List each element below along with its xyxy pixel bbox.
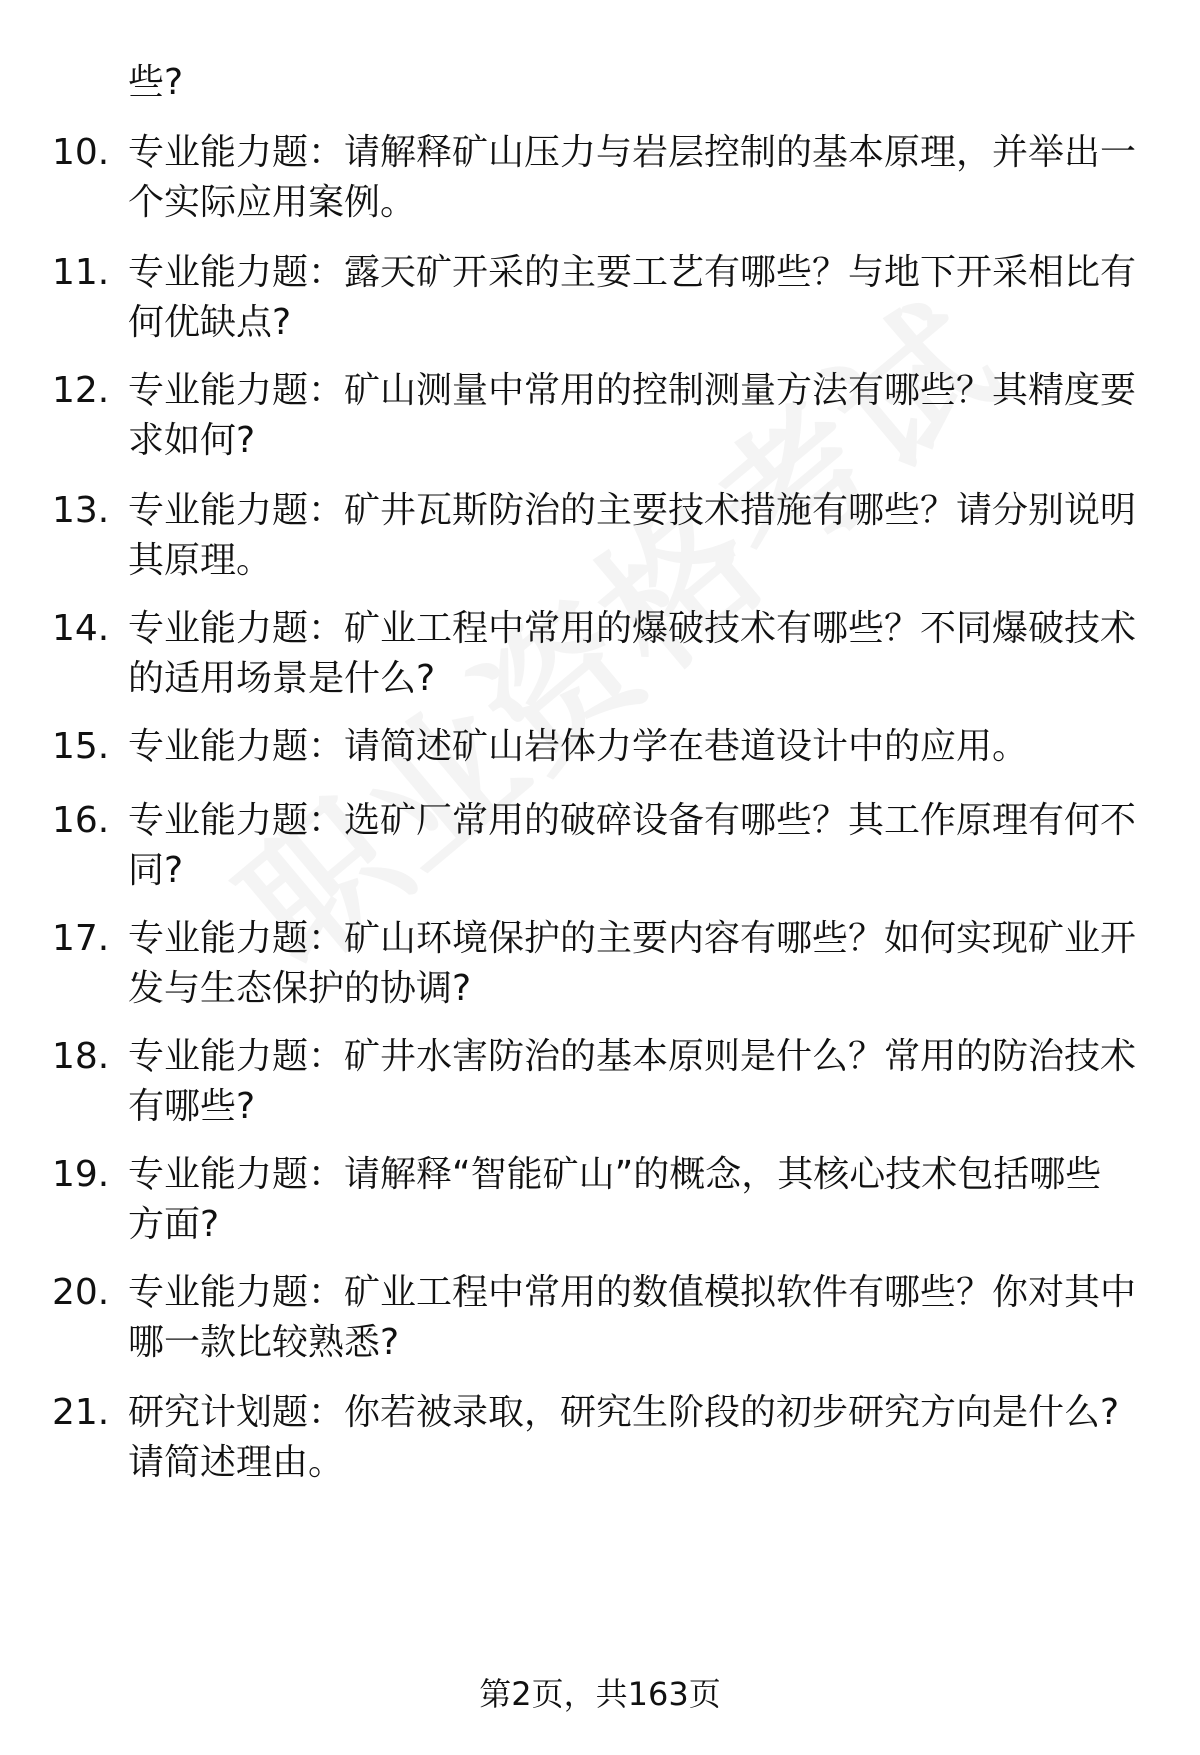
question-text-line: 专业能力题：矿山测量中常用的控制测量方法有哪些？其精度要 <box>128 370 1137 411</box>
question-text-line: 求如何? <box>128 420 256 461</box>
question-text-line: 专业能力题：矿业工程中常用的爆破技术有哪些？不同爆破技术 <box>128 608 1137 649</box>
question-text-line: 研究计划题：你若被录取，研究生阶段的初步研究方向是什么? <box>128 1392 1120 1433</box>
question-item <box>52 604 1142 704</box>
question-text <box>128 248 1142 348</box>
question-item <box>52 248 1142 348</box>
question-number: 20. <box>52 1272 110 1313</box>
question-number: 10. <box>52 132 110 173</box>
question-number: 18. <box>52 1036 110 1077</box>
question-text-line: 专业能力题：露天矿开采的主要工艺有哪些？与地下开采相比有 <box>128 252 1137 293</box>
question-text-line: 何优缺点? <box>128 302 292 343</box>
question-number: 14. <box>52 608 110 649</box>
question-text <box>128 1268 1142 1368</box>
question-text-line: 请简述理由。 <box>128 1442 345 1483</box>
question-text-line: 个实际应用案例。 <box>128 182 417 223</box>
question-number: 12. <box>52 370 110 411</box>
question-text <box>128 1388 1142 1488</box>
question-text-line: 专业能力题：请解释“智能矿山”的概念，其核心技术包括哪些 <box>128 1154 1102 1195</box>
question-text-line: 专业能力题：矿业工程中常用的数值模拟软件有哪些？你对其中 <box>128 1272 1137 1313</box>
question-number: 11. <box>52 252 110 293</box>
question-text <box>128 722 1142 772</box>
question-text-line: 其原理。 <box>128 540 273 581</box>
question-number: 13. <box>52 490 110 531</box>
question-number: 17. <box>52 918 110 959</box>
question-item <box>52 1032 1142 1132</box>
question-number: 15. <box>52 726 110 767</box>
continued-text: 些? <box>128 62 184 103</box>
question-text-line: 哪一款比较熟悉? <box>128 1322 400 1363</box>
question-text <box>128 914 1142 1014</box>
question-number: 16. <box>52 800 110 841</box>
question-text-line: 同? <box>128 850 184 891</box>
question-text-line: 专业能力题：矿井瓦斯防治的主要技术措施有哪些？请分别说明 <box>128 490 1137 531</box>
page-footer: 第2页，共163页 <box>479 1675 721 1713</box>
question-text <box>128 366 1142 466</box>
question-item <box>52 722 1142 772</box>
question-text <box>128 486 1142 586</box>
question-item <box>52 914 1142 1014</box>
question-item <box>52 1150 1142 1250</box>
question-item <box>52 796 1142 896</box>
question-text-line: 发与生态保护的协调? <box>128 968 472 1009</box>
question-text <box>128 1150 1142 1250</box>
question-item <box>52 128 1142 228</box>
question-text-line: 方面? <box>128 1204 220 1245</box>
question-item <box>52 486 1142 586</box>
question-text-line: 专业能力题：矿井水害防治的基本原则是什么？常用的防治技术 <box>128 1036 1137 1077</box>
question-text-line: 的适用场景是什么? <box>128 658 436 699</box>
question-text <box>128 1032 1142 1132</box>
question-item <box>52 366 1142 466</box>
question-text-line: 有哪些? <box>128 1086 256 1127</box>
question-text-line: 专业能力题：矿山环境保护的主要内容有哪些？如何实现矿业开 <box>128 918 1137 959</box>
question-text-line: 专业能力题：请解释矿山压力与岩层控制的基本原理，并举出一 <box>128 132 1137 173</box>
question-item <box>52 1268 1142 1368</box>
question-number: 19. <box>52 1154 110 1195</box>
question-text <box>128 128 1142 228</box>
question-text <box>128 796 1142 896</box>
question-text <box>128 604 1142 704</box>
question-text-line: 专业能力题：选矿厂常用的破碎设备有哪些？其工作原理有何不 <box>128 800 1137 841</box>
question-number: 21. <box>52 1392 110 1433</box>
question-item <box>52 1388 1142 1488</box>
question-text-line: 专业能力题：请简述矿山岩体力学在巷道设计中的应用。 <box>128 726 1029 767</box>
